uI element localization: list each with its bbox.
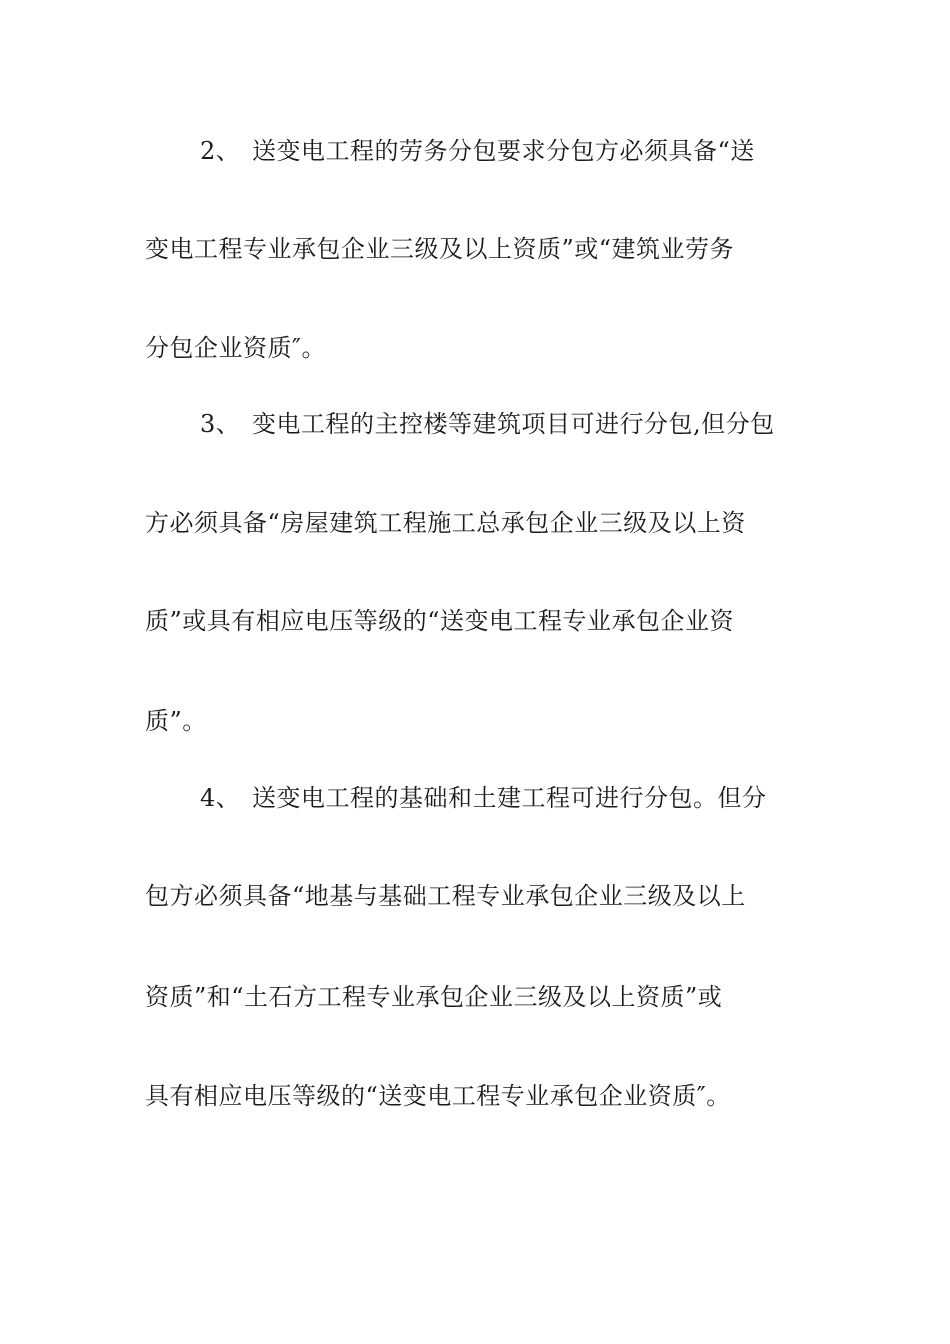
paragraph-3-text-1: 变电工程的主控楼等建筑项目可进行分包,但分包 xyxy=(252,410,775,438)
paragraph-3-number: 3、 xyxy=(200,410,241,438)
paragraph-4-line-1 xyxy=(200,783,767,813)
paragraph-3-line-2: 方必须具备“房屋建筑工程施工总承包企业三级及以上资 xyxy=(145,509,746,537)
paragraph-4-number: 4、 xyxy=(200,784,241,812)
paragraph-4-line-3: 资质”和“土石方工程专业承包企业三级及以上资质”或 xyxy=(145,983,723,1011)
paragraph-4-text-1: 送变电工程的基础和土建工程可进行分包。但分 xyxy=(252,784,767,812)
paragraph-2-number: 2、 xyxy=(200,137,241,165)
paragraph-3-line-4: 质”。 xyxy=(145,707,207,735)
paragraph-2-line-3: 分包企业资质″。 xyxy=(145,334,326,362)
paragraph-3-line-1 xyxy=(200,409,775,439)
paragraph-3-line-3: 质”或具有相应电压等级的“送变电工程专业承包企业资 xyxy=(145,607,735,635)
paragraph-2-line-2: 变电工程专业承包企业三级及以上资质”或“建筑业劳务 xyxy=(145,235,735,263)
paragraph-4-line-2: 包方必须具备“地基与基础工程专业承包企业三级及以上 xyxy=(145,882,746,910)
paragraph-2-text-1: 送变电工程的劳务分包要求分包方必须具备“送 xyxy=(252,137,755,165)
paragraph-4-line-4: 具有相应电压等级的“送变电工程专业承包企业资质″。 xyxy=(145,1082,731,1110)
paragraph-2-line-1 xyxy=(200,136,755,166)
